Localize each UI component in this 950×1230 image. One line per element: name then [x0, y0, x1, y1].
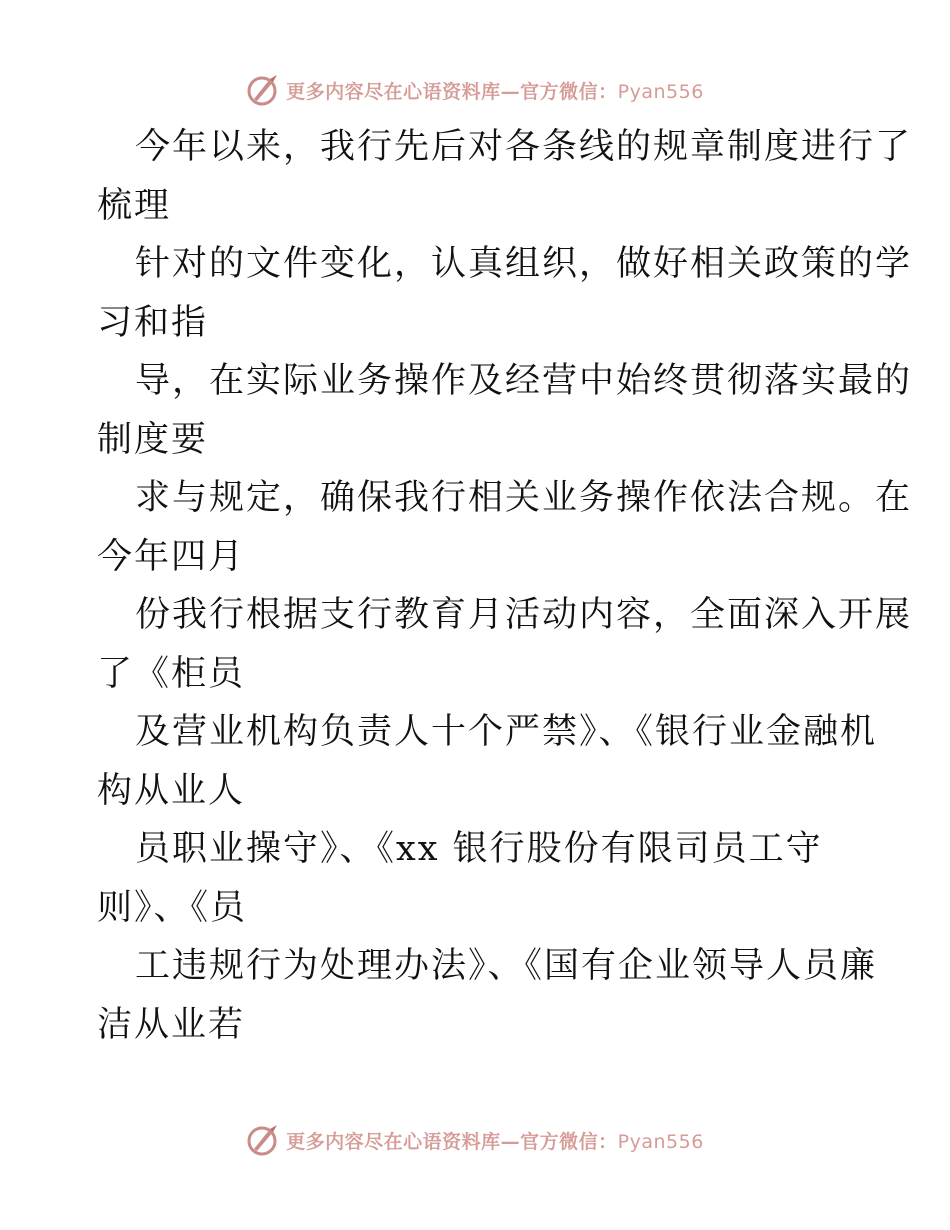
- paragraph-line: 习和指: [97, 302, 209, 343]
- quill-logo-icon: [246, 1123, 280, 1157]
- paragraph-line: 导，在实际业务操作及经营中始终贯彻落实最的: [135, 361, 913, 401]
- banner-title: 更多内容尽在心语资料库—官方微信：Pyan556: [286, 1130, 704, 1153]
- paragraph-line: 份我行根据支行教育月活动内容，全面深入开展: [135, 595, 913, 635]
- paragraph-line: 则》、《员: [97, 887, 248, 928]
- paragraph-line: 今年以来，我行先后对各条线的规章制度进行了: [135, 127, 913, 167]
- paragraph-line: 洁从业若: [97, 1004, 246, 1045]
- paragraph-line: 构从业人: [97, 770, 246, 811]
- paragraph-line: 梳理: [97, 185, 172, 226]
- banner-wechat-id: Pyan556: [617, 80, 704, 103]
- paragraph-line: 员职业操守》、《xx 银行股份有限司员工守: [135, 829, 823, 869]
- quill-logo-icon: [246, 73, 280, 107]
- paragraph-line: 制度要: [97, 419, 209, 460]
- paragraph-line: 工违规行为处理办法》、《国有企业领导人员廉: [135, 946, 878, 986]
- paragraph-line: 今年四月: [97, 536, 246, 577]
- footer-banner: [0, 1120, 950, 1160]
- header-banner: [0, 70, 950, 110]
- paragraph-line: 求与规定，确保我行相关业务操作依法合规。在: [135, 478, 913, 518]
- paragraph-line: 及营业机构负责人十个严禁》、《银行业金融机: [135, 712, 878, 752]
- paragraph-line: 了《柜员: [97, 653, 246, 694]
- banner-title: 更多内容尽在心语资料库—官方微信：Pyan556: [286, 80, 704, 103]
- banner-wechat-id: Pyan556: [617, 1130, 704, 1153]
- document-body: [97, 118, 913, 1054]
- paragraph-line: 针对的文件变化，认真组织，做好相关政策的学: [135, 244, 913, 284]
